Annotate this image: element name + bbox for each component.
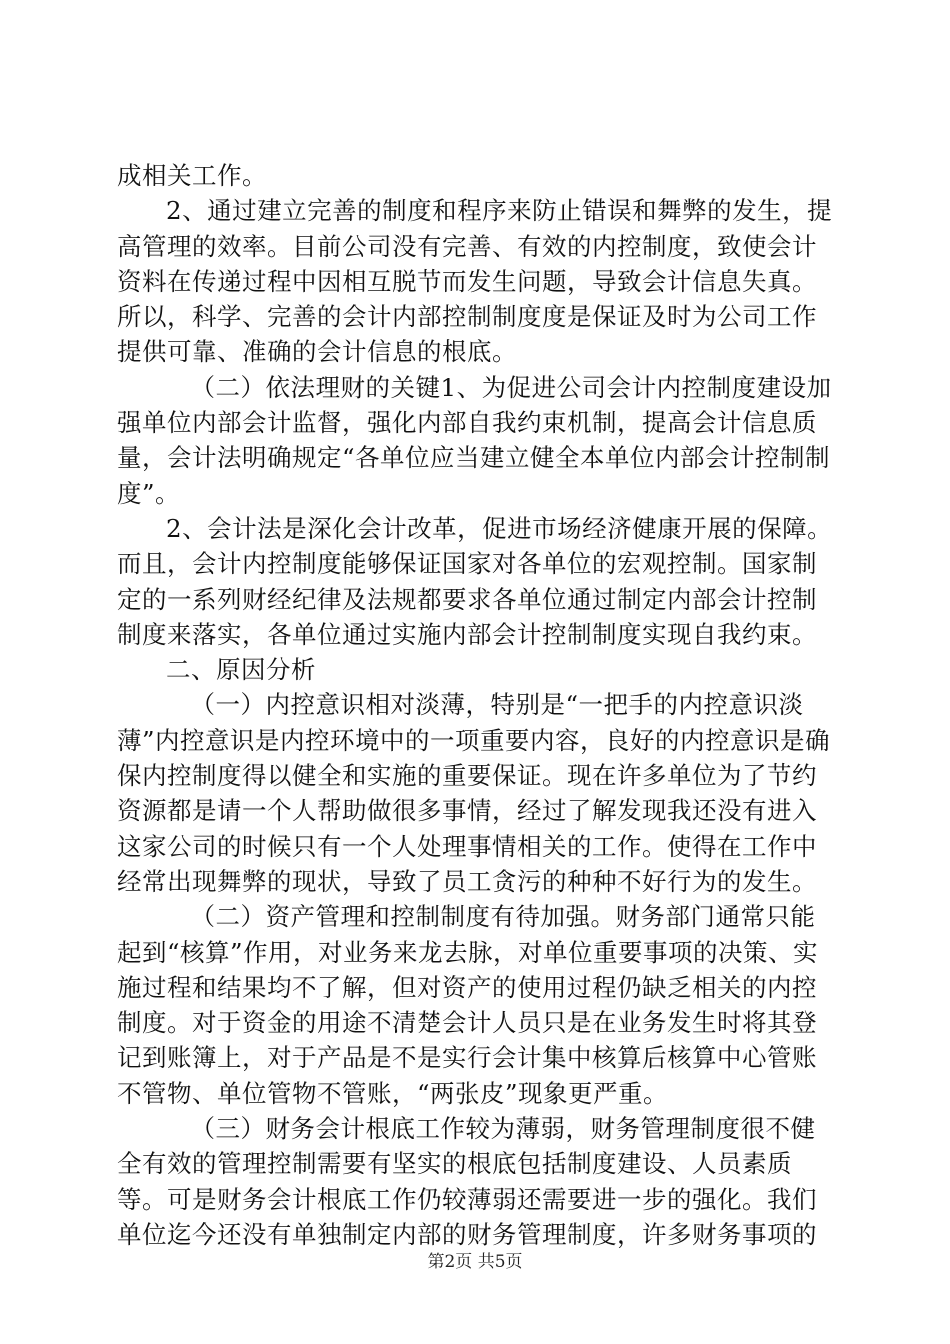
paragraph-continuation: 成相关工作。 <box>117 161 267 190</box>
document-body <box>117 158 837 1252</box>
paragraph-internal-control-purpose: 2、通过建立完善的制度和程序来防止错误和舞弊的发生，提高管理的效率。目前公司没有完善、有效的内控制度，致使会计资料在传递过程中因相互脱节而发生问题，导致会计信息失真。所以，科学、完善的会计内部控制制度度是保证及时为公司工作提供可靠、准确的会计信息的根底。 <box>117 196 833 367</box>
paragraph-accounting-law: 2、会计法是深化会计改革，促进市场经济健康开展的保障。而且，会计内控制度能够保证国家对各单位的宏观控制。国家制定的一系列财经纪律及法规都要求各单位通过制定内部会计控制制度来落实，各单位通过实施内部会计控制制度实现自我约束。 <box>117 513 833 649</box>
section-heading-cause-analysis: 二、原因分析 <box>166 655 316 685</box>
page-footer: 第2页 共5页 <box>427 1252 523 1272</box>
paragraph-weak-awareness: （一）内控意识相对淡薄，特别是“一把手的内控意识淡薄”内控意识是内控环境中的一项重要内容，良好的内控意识是确保内控制度得以健全和实施的重要保证。现在许多单位为了节约资源都是请一个人帮助做很多事情，经过了解发现我还没有进入这家公司的时候只有一个人处理事情相关的工作。使得在工作中经常出现舞弊的现状，导致了员工贪污的种种不好行为的发生。 <box>117 690 831 896</box>
paragraph-weak-foundation: （三）财务会计根底工作较为薄弱，财务管理制度很不健全有效的管理控制需要有坚实的根底包括制度建设、人员素质等。可是财务会计根底工作仍较薄弱还需要进一步的强化。我们单位迄今还没有单独制定内部的财务管理制度，许多财务事项的 <box>117 1114 817 1249</box>
paragraph-legal-finance-key: （二）依法理财的关键1、为促进公司会计内控制度建设加强单位内部会计监督，强化内部自我约束机制，提高会计信息质量，会计法明确规定“各单位应当建立健全本单位内部会计控制制度”。 <box>117 372 832 508</box>
paragraph-asset-management: （二）资产管理和控制制度有待加强。财务部门通常只能起到“核算”作用，对业务来龙去脉，对单位重要事项的决策、实施过程和结果均不了解，但对资产的使用过程仍缺乏相关的内控制度。对于资金的用途不清楚会计人员只是在业务发生时将其登记到账簿上，对于产品是不是实行会计集中核算后核算中心管账不管物、单位管物不管账，“两张皮”现象更严重。 <box>117 902 819 1108</box>
